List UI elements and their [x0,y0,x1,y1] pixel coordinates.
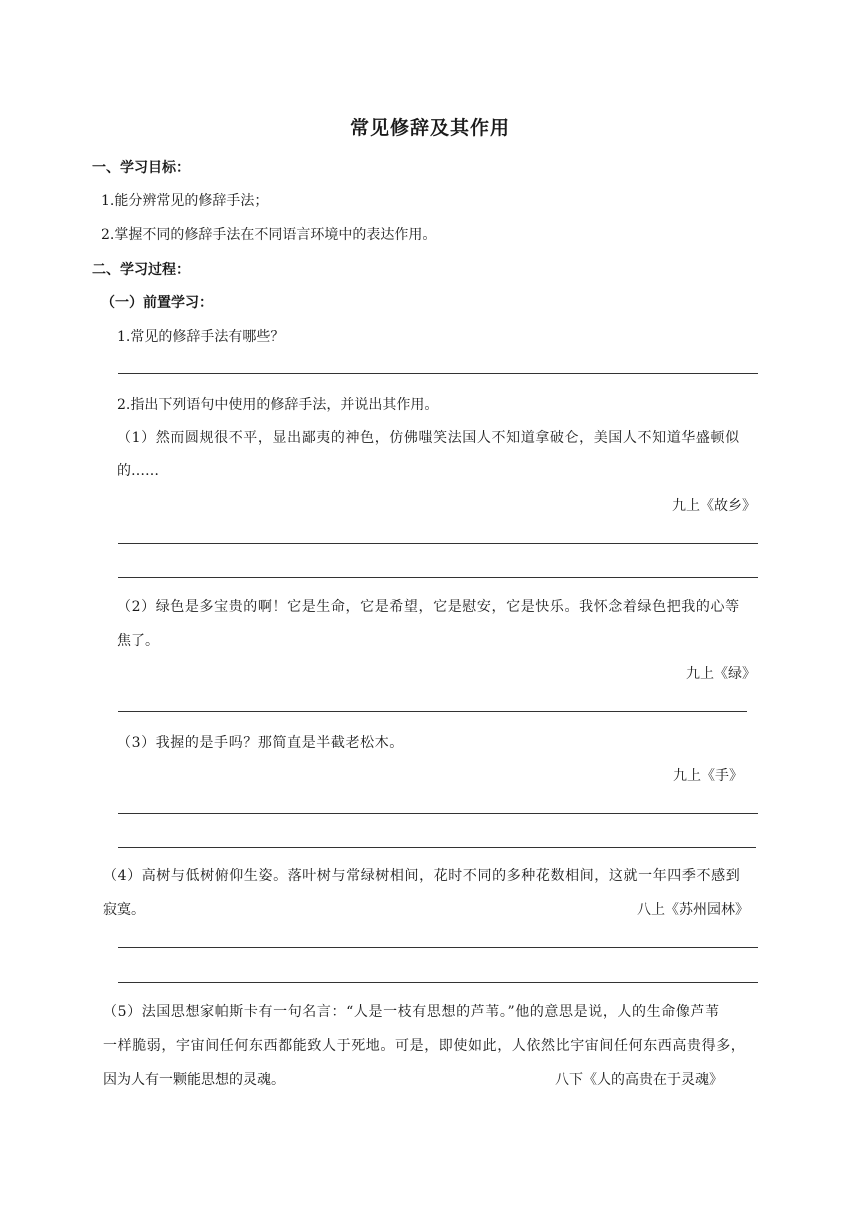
item-3-source: 九上《手》 [673,768,743,784]
item-4-source: 八上《苏州园林》 [637,902,749,918]
item-1-line-1: （1）然而圆规很不平，显出鄙夷的神色，仿佛嗤笑法国人不知道拿破仑，美国人不知道华盛顿似 [117,430,740,446]
item-3-line-1: （3）我握的是手吗？那简直是半截老松木。 [117,735,404,751]
answer-line [118,947,758,948]
item-2-line-1: （2）绿色是多宝贵的啊！它是生命，它是希望，它是慰安，它是快乐。我怀念着绿色把我的心等 [117,599,740,615]
page-title: 常见修辞及其作用 [349,117,510,139]
item-5-line-3: 因为人有一颗能思想的灵魂。 [103,1072,285,1088]
answer-line [118,982,758,983]
item-2-source: 九上《绿》 [686,666,756,682]
question-2: 2.指出下列语句中使用的修辞手法，并说出其作用。 [117,397,439,413]
item-4-line-2: 寂寞。 [103,902,145,918]
answer-line [118,543,758,544]
item-5-line-1: （5）法国思想家帕斯卡有一句名言：“人是一枝有思想的芦苇。”他的意思是说，人的生命像芦苇 [103,1004,720,1020]
goal-item: 1.能分辨常见的修辞手法； [101,193,269,209]
item-5-source: 八下《人的高贵在于灵魂》 [555,1072,723,1088]
sub-heading-preview: （一）前置学习： [101,295,213,311]
section-heading-process: 二、学习过程： [92,262,190,278]
answer-line [118,577,758,578]
answer-line [118,711,747,712]
question-1: 1.常见的修辞手法有哪些？ [117,329,285,345]
section-heading-goals: 一、学习目标： [92,160,190,176]
item-5-line-2: 一样脆弱，宇宙间任何东西都能致人于死地。可是，即使如此，人依然比宇宙间任何东西高贵得多， [103,1038,746,1054]
item-4-line-1: （4）高树与低树俯仰生姿。落叶树与常绿树相间，花时不同的多种花数相间，这就一年四季不感到 [103,868,741,884]
item-1-line-2: 的…… [117,463,159,479]
answer-line [118,847,756,848]
answer-line [118,813,758,814]
goal-item: 2.掌握不同的修辞手法在不同语言环境中的表达作用。 [101,227,437,243]
item-2-line-2: 焦了。 [117,633,159,649]
item-1-source: 九上《故乡》 [672,498,756,514]
answer-line [118,373,758,374]
